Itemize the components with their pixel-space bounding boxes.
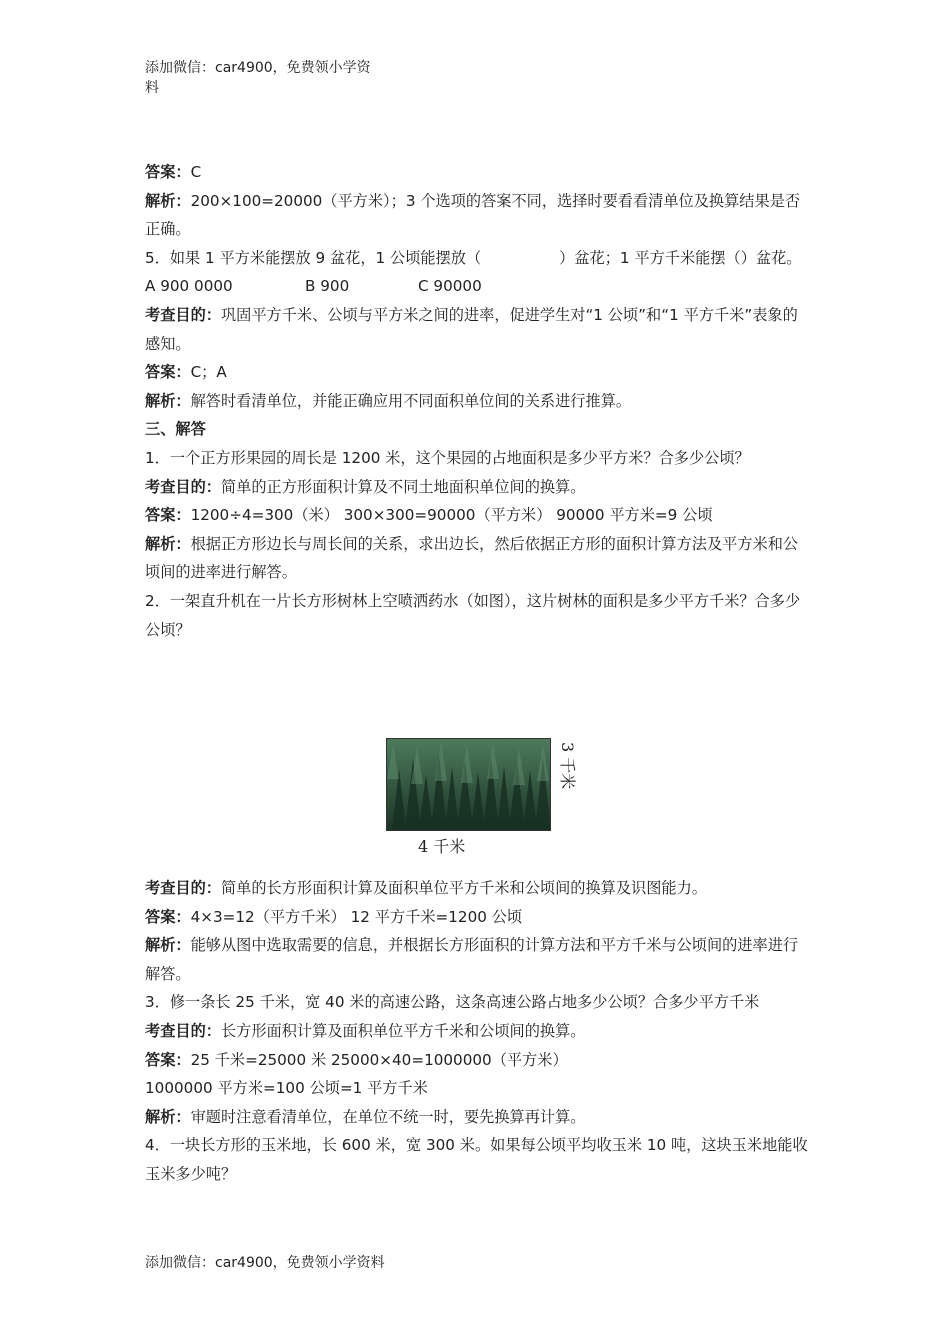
content-lower bbox=[145, 874, 810, 1189]
page-footer: 添加微信：car4900，免费领小学资料 bbox=[145, 1255, 385, 1271]
answer-continuation: 1000000 平方米=100 公顷=1 平方千米 bbox=[145, 1079, 428, 1098]
figure-bottom-label: 4 千米 bbox=[418, 837, 466, 856]
purpose-line: 考查目的：简单的长方形面积计算及面积单位平方千米和公顷间的换算及识图能力。 bbox=[145, 879, 707, 897]
header-line-2: 料 bbox=[145, 80, 159, 96]
answer-line: 答案：4×3=12（平方千米） 12 平方千米=1200 公顷 bbox=[145, 907, 523, 926]
question-4: 4．一块长方形的玉米地，长 600 米，宽 300 米。如果每公顷平均收玉米 10 吨，这块玉米地能收玉米多少吨？ bbox=[145, 1136, 808, 1183]
analysis-line: 解析：根据正方形边长与周长间的关系，求出边长，然后依据正方形的面积计算方法及平方米和公顷间的进率进行解答。 bbox=[145, 534, 799, 582]
purpose-line: 考查目的：长方形面积计算及面积单位平方千米和公顷间的换算。 bbox=[145, 1021, 586, 1040]
analysis-line: 解析：能够从图中选取需要的信息，并根据长方形面积的计算方法和平方千米与公顷间的进率进行解答。 bbox=[145, 936, 799, 983]
forest-image bbox=[386, 738, 551, 831]
option-c: C 90000 bbox=[418, 277, 482, 296]
analysis-line: 解析：审题时注意看清单位，在单位不统一时，要先换算再计算。 bbox=[145, 1107, 586, 1126]
question-1: 1．一个正方形果园的周长是 1200 米，这个果园的占地面积是多少平方米？合多少公顷？ bbox=[145, 448, 750, 467]
answer-line: 答案：1200÷4=300（米） 300×300=90000（平方米） 90000 平方米=9 公顷 bbox=[145, 506, 713, 525]
answer-line: 答案：C bbox=[145, 163, 202, 181]
purpose-line: 考查目的：巩固平方千米、公顷与平方米之间的进率，促进学生对“1 公顷”和“1 平方千米”表象的感知。 bbox=[145, 305, 798, 353]
answer-line: 答案：C；A bbox=[145, 363, 227, 382]
option-a: A 900 0000 bbox=[145, 277, 233, 296]
purpose-line: 考查目的：简单的正方形面积计算及不同土地面积单位间的换算。 bbox=[145, 477, 586, 496]
answer-line: 答案：25 千米=25000 米 25000×40=1000000（平方米） bbox=[145, 1050, 568, 1069]
option-b: B 900 bbox=[305, 277, 350, 296]
analysis-line: 解析：解答时看清单位，并能正确应用不同面积单位间的关系进行推算。 bbox=[145, 391, 631, 410]
question-3: 3．修一条长 25 千米，宽 40 米的高速公路，这条高速公路占地多少公顷？合多少平方千米 bbox=[145, 993, 760, 1012]
page-header bbox=[145, 58, 395, 98]
figure-side-label: 3 千米 bbox=[558, 742, 577, 790]
forest-illustration bbox=[387, 739, 550, 830]
analysis-line: 解析：200×100=20000（平方米）；3 个选项的答案不同，选择时要看看清单位及换算结果是否正确。 bbox=[145, 191, 801, 239]
content-upper bbox=[145, 158, 810, 644]
question-2: 2．一架直升机在一片长方形树林上空喷洒药水（如图），这片树林的面积是多少平方千米？合多少公顷？ bbox=[145, 591, 801, 639]
options-row bbox=[145, 272, 810, 301]
header-line-1: 添加微信：car4900，免费领小学资 bbox=[145, 60, 371, 76]
question-5: 5．如果 1 平方米能摆放 9 盆花，1 公顷能摆放（ ）盆花；1 平方千米能摆（）盆花。 bbox=[145, 248, 802, 267]
section-heading: 三、解答 bbox=[145, 420, 206, 439]
